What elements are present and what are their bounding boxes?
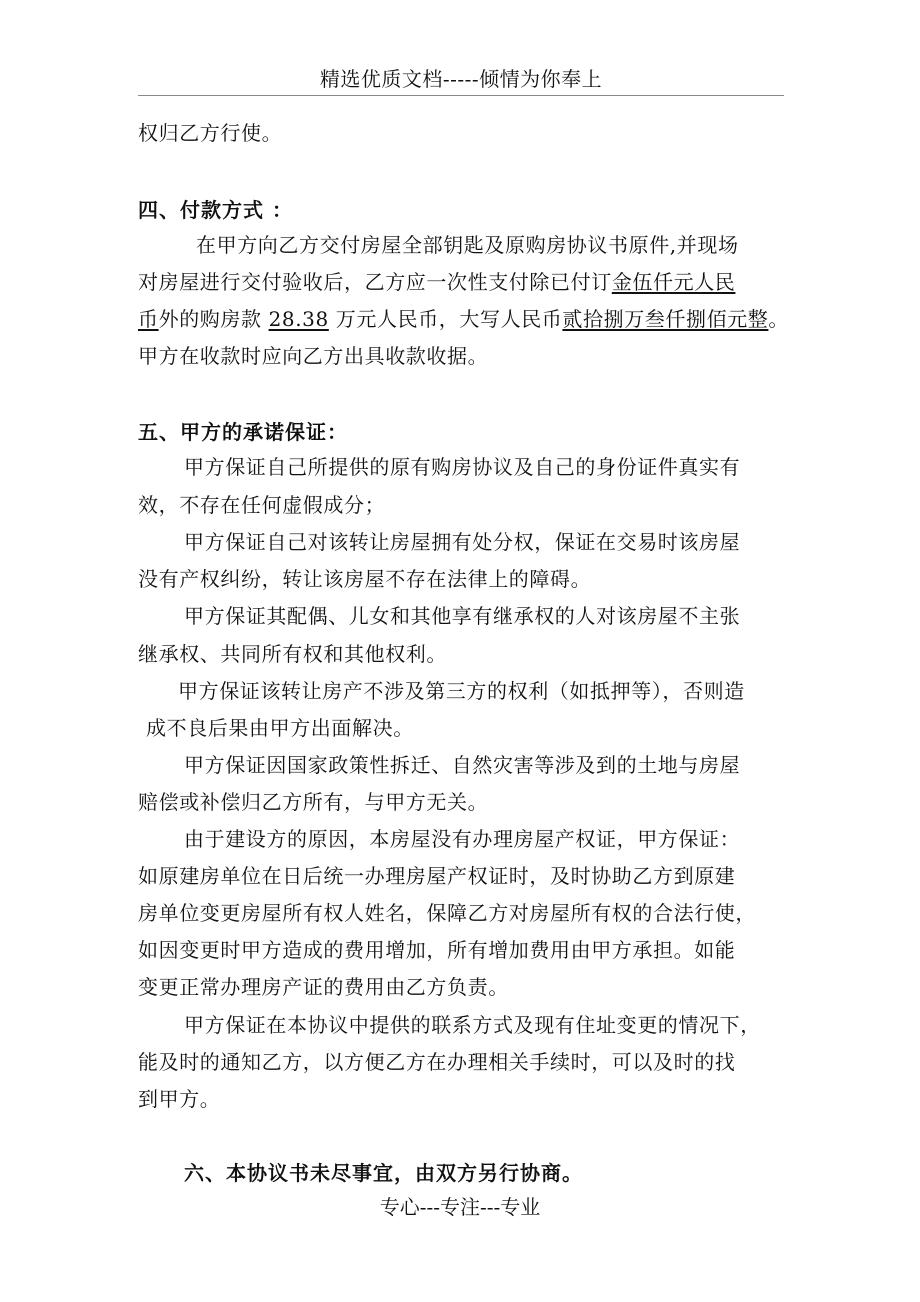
- deposit-amount: 金伍仟元人民: [611, 270, 736, 294]
- page-footer: 专心---专注---专业: [379, 1195, 541, 1219]
- section-5-heading: 五、甲方的承诺保证：: [138, 420, 348, 444]
- section-5-line: 赔偿或补偿归乙方所有，与甲方无关。: [138, 790, 489, 814]
- section-5-line: 能及时的通知乙方，以方便乙方在办理相关手续时，可以及时的找: [138, 1050, 736, 1074]
- section-5-line: 成不良后果由甲方出面解决。: [146, 716, 414, 740]
- section-5-line: 甲方保证因国家政策性拆迁、自然灾害等涉及到的土地与房屋: [184, 753, 741, 777]
- section-4-line-2: 对房屋进行交付验收后，乙方应一次性支付除已付订金伍仟元人民: [138, 270, 736, 294]
- section-5-line: 效，不存在任何虚假成分；: [138, 493, 386, 517]
- payment-amount-words: 贰拾捌万叁仟捌佰元整: [562, 307, 769, 331]
- section-5-line: 变更正常办理房产证的费用由乙方负责。: [138, 975, 509, 999]
- section-4-line-3: 币外的购房款 28.38 万元人民币，大写人民币贰拾捌万叁仟捌佰元整。: [138, 307, 790, 331]
- page-header: 精选优质文档-----倾情为你奉上: [138, 64, 784, 96]
- section-5-line: 甲方保证其配偶、儿女和其他享有继承权的人对该房屋不主张: [184, 604, 741, 628]
- section-5-line: 甲方保证在本协议中提供的联系方式及现有住址变更的情况下，: [184, 1013, 761, 1037]
- section-5-line: 由于建设方的原因，本房屋没有办理房屋产权证，甲方保证：: [184, 827, 741, 851]
- section-5-line: 如因变更时甲方造成的费用增加，所有增加费用由甲方承担。如能: [138, 938, 736, 962]
- section-5-line: 甲方保证自己对该转让房屋拥有处分权，保证在交易时该房屋: [184, 530, 741, 554]
- section-5-line: 甲方保证自己所提供的原有购房协议及自己的身份证件真实有: [184, 455, 741, 479]
- continuation-text: 权归乙方行使。: [138, 121, 283, 145]
- section-5-line: 如原建房单位在日后统一办理房屋产权证时，及时协助乙方到原建: [138, 864, 736, 888]
- section-6-heading: 六、本协议书未尽事宜，由双方另行协商。: [184, 1161, 583, 1185]
- section-4-heading: 四、付款方式 ：: [138, 198, 293, 222]
- section-5-line: 没有产权纠纷，转让该房屋不存在法律上的障碍。: [138, 567, 592, 591]
- section-5-line: 甲方保证该转让房产不涉及第三方的权利（如抵押等），否则造: [178, 679, 745, 703]
- section-5-line: 到甲方。: [138, 1087, 221, 1111]
- section-4-line-4: 甲方在收款时应向乙方出具收款收据。: [138, 344, 489, 368]
- section-5-line: 继承权、共同所有权和其他权利。: [138, 642, 447, 666]
- section-4-line-1: 在甲方向乙方交付房屋全部钥匙及原购房协议书原件,并现场: [196, 233, 739, 257]
- section-5-line: 房单位变更房屋所有权人姓名，保障乙方对房屋所有权的合法行使，: [138, 901, 756, 925]
- payment-amount: 28.38: [268, 307, 329, 331]
